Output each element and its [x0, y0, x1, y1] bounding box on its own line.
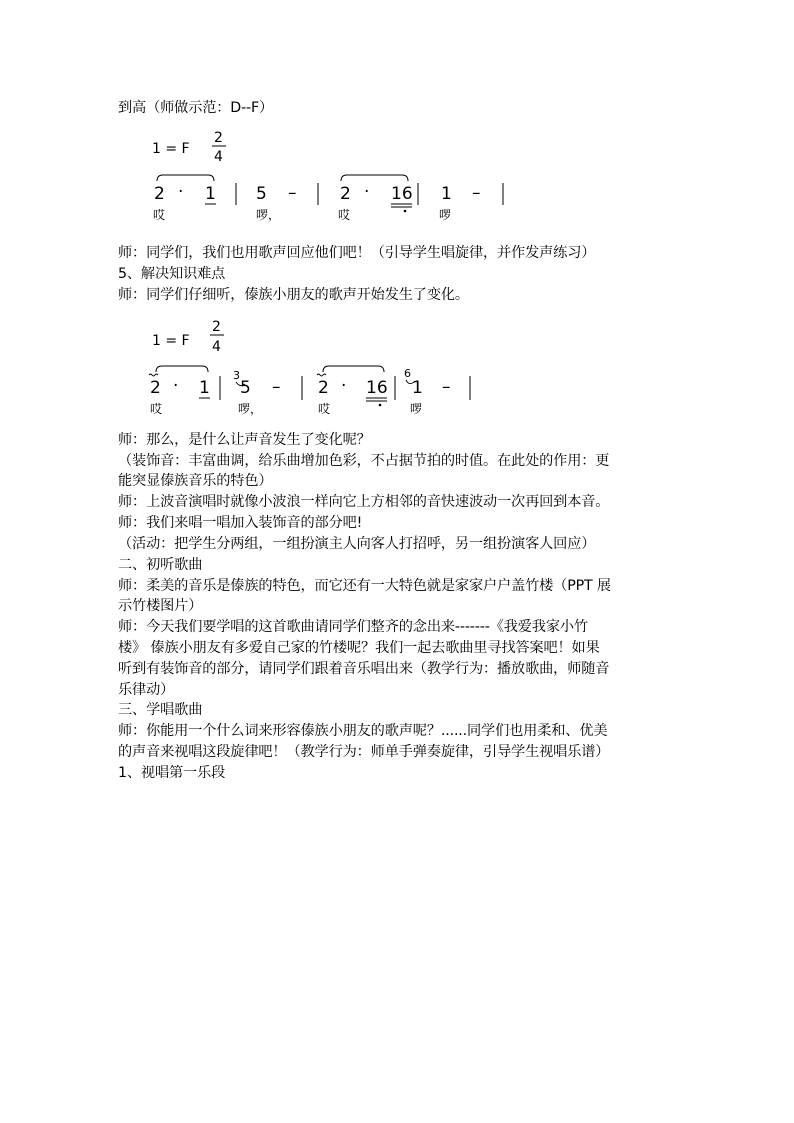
- note: 2: [318, 378, 329, 398]
- text-line: 师：你能用一个什么词来形容傣族小朋友的歌声呢？......同学们也用柔和、优美: [118, 723, 608, 739]
- dash: –: [272, 377, 281, 397]
- time-signature-bottom: 4: [212, 339, 221, 355]
- text-line: 师：我们来唱一唱加入装饰音的部分吧!: [118, 515, 363, 531]
- dash: –: [288, 183, 297, 203]
- note: 1: [412, 378, 423, 398]
- augmentation-dot: ·: [178, 182, 184, 202]
- text-line: 师：同学们仔细听，傣族小朋友的歌声开始发生了变化。: [118, 287, 469, 303]
- score-2-svg: [0, 0, 794, 440]
- slur-1: [156, 366, 208, 372]
- text-line: 师：上波音演唱时就像小波浪一样向它上方相邻的音快速波动一次再回到本音。: [118, 494, 610, 510]
- text-line: 到高（师做示范：D--F）: [118, 100, 274, 116]
- note: 16: [391, 184, 413, 204]
- note: 1: [199, 378, 210, 398]
- note: 2: [150, 378, 161, 398]
- note: 2: [340, 184, 351, 204]
- lyric: 哎: [338, 208, 351, 222]
- text-line: 乐律动）: [118, 682, 175, 698]
- text-line: 三、学唱歌曲: [118, 702, 203, 718]
- key-signature: 1 = F: [152, 141, 190, 157]
- low-octave-dot: [379, 404, 382, 407]
- text-line: 师：那么，是什么让声音发生了变化呢？: [118, 432, 371, 448]
- text-line: 1、视唱第一乐段: [118, 765, 226, 781]
- time-signature-top: 2: [214, 130, 223, 146]
- time-signature-bottom: 4: [214, 149, 223, 165]
- note: 1: [205, 184, 216, 204]
- note: 1: [441, 184, 452, 204]
- text-line: （装饰音：丰富曲调，给乐曲增加色彩，不占据节拍的时值。在此处的作用：更: [118, 453, 610, 469]
- time-signature-top: 2: [212, 319, 221, 335]
- note: 16: [366, 378, 388, 398]
- lyric: 啰: [410, 402, 423, 416]
- text-line: 二、初听歌曲: [118, 557, 203, 573]
- text-line: 师：同学们，我们也用歌声回应他们吧！（引导学生唱旋律，并作发声练习）: [118, 245, 596, 261]
- text-line: 师：今天我们要学唱的这首歌曲请同学们整齐的念出来-------《我爱我家小竹: [118, 619, 588, 635]
- text-line: 5、解决知识难点: [118, 266, 226, 282]
- text-line: 听到有装饰音的部分，请同学们跟着音乐唱出来（教学行为：播放歌曲，师随音: [118, 661, 610, 677]
- slur-2: [323, 366, 384, 372]
- lyric: 哎: [153, 208, 166, 222]
- text-line: 楼》 傣族小朋友有多爱自己家的竹楼呢？我们一起去歌曲里寻找答案吧！如果: [118, 640, 600, 656]
- lyric: 哎: [150, 402, 163, 416]
- augmentation-dot: ·: [173, 376, 179, 396]
- mordent-icon: [149, 374, 158, 376]
- dash: –: [442, 377, 451, 397]
- note: 5: [256, 184, 267, 204]
- lyric: 啰: [439, 208, 452, 222]
- grace-note: 6: [404, 367, 411, 380]
- lyric: 哎: [318, 402, 331, 416]
- lyric: 啰，: [238, 402, 263, 416]
- text-line: （活动：把学生分两组，一组扮演主人向客人打招呼，另一组扮演客人回应）: [118, 536, 596, 552]
- text-line: 示竹楼图片）: [118, 598, 203, 614]
- mordent-icon: [317, 374, 326, 376]
- lyric: 啰，: [256, 208, 281, 222]
- key-signature: 1 = F: [152, 333, 190, 349]
- text-line: 师：柔美的音乐是傣族的特色，而它还有一大特色就是家家户户盖竹楼（PPT 展: [118, 578, 611, 594]
- note: 5: [240, 378, 251, 398]
- text-line: 能突显傣族音乐的特色）: [118, 473, 273, 489]
- dash: –: [472, 183, 481, 203]
- augmentation-dot: ·: [341, 376, 347, 396]
- text-line: 的声音来视唱这段旋律吧！（教学行为：师单手弹奏旋律，引导学生视唱乐谱）: [118, 744, 610, 760]
- note: 2: [154, 184, 165, 204]
- augmentation-dot: ·: [364, 182, 370, 202]
- grace-note: 3: [233, 369, 240, 382]
